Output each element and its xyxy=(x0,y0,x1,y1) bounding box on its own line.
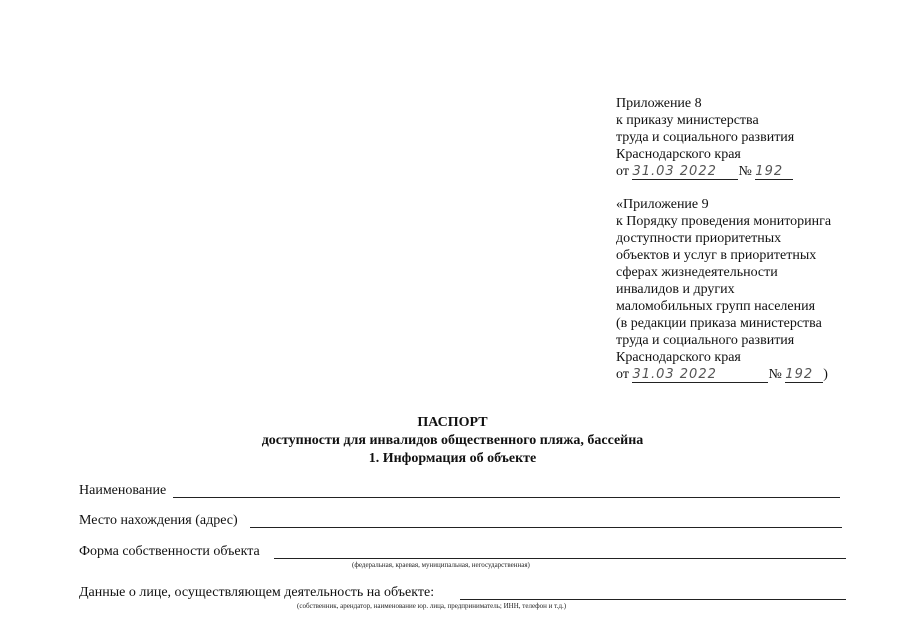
address-label: Место нахождения (адрес) xyxy=(79,513,238,528)
appendix-9-line: инвалидов и других xyxy=(616,282,735,297)
ownership-hint: (федеральная, краевая, муниципальная, негосударственная) xyxy=(352,561,530,569)
name-label: Наименование xyxy=(79,483,167,498)
operator-input-line[interactable] xyxy=(460,599,846,600)
appendix-9-line: труда и социального развития xyxy=(616,333,795,348)
appendix-8-block xyxy=(616,95,794,180)
passport-heading: ПАСПОРТ xyxy=(417,415,488,430)
handwritten-number: 192 xyxy=(755,164,784,179)
section-heading: 1. Информация об объекте xyxy=(368,451,537,466)
handwritten-number: 192 xyxy=(785,367,814,382)
appendix-8-date-row xyxy=(616,163,794,180)
appendix-9-line: сферах жизнедеятельности xyxy=(616,265,778,280)
appendix-9-title: «Приложение 9 xyxy=(616,197,709,212)
appendix-8-title: Приложение 8 xyxy=(616,96,702,111)
handwritten-date: 31.03 2022 xyxy=(632,367,717,382)
appendix-9-line: к Порядку проведения мониторинга xyxy=(616,214,832,229)
appendix-8-line: труда и социального развития xyxy=(616,130,795,145)
number-label: № xyxy=(738,164,752,179)
name-input-line[interactable] xyxy=(173,497,840,498)
date-field xyxy=(632,165,738,180)
closing-paren: ) xyxy=(823,367,828,382)
number-field xyxy=(755,165,793,180)
number-field xyxy=(785,368,823,383)
appendix-9-line: Краснодарского края xyxy=(616,350,741,365)
date-field xyxy=(632,368,768,383)
handwritten-date: 31.03 2022 xyxy=(632,164,717,179)
appendix-8-line: Краснодарского края xyxy=(616,147,741,162)
number-label: № xyxy=(768,367,782,382)
operator-hint: (собственник, арендатор, наименование юр. лица, предприниматель; ИНН, телефон и т.д.) xyxy=(297,602,567,610)
appendix-9-block xyxy=(616,196,831,383)
from-label: от xyxy=(616,164,629,179)
appendix-9-line: доступности приоритетных xyxy=(616,231,782,246)
appendix-9-line: маломобильных групп населения xyxy=(616,299,816,314)
passport-subtitle: доступности для инвалидов общественного пляжа, бассейна xyxy=(261,433,644,448)
ownership-input-line[interactable] xyxy=(274,558,846,559)
appendix-9-line: объектов и услуг в приоритетных xyxy=(616,248,817,263)
appendix-8-line: к приказу министерства xyxy=(616,113,759,128)
appendix-9-date-row xyxy=(616,366,831,383)
from-label: от xyxy=(616,367,629,382)
ownership-label: Форма собственности объекта xyxy=(79,544,260,559)
appendix-9-line: (в редакции приказа министерства xyxy=(616,316,822,331)
address-input-line[interactable] xyxy=(250,527,842,528)
operator-label: Данные о лице, осуществляющем деятельность на объекте: xyxy=(79,585,435,600)
